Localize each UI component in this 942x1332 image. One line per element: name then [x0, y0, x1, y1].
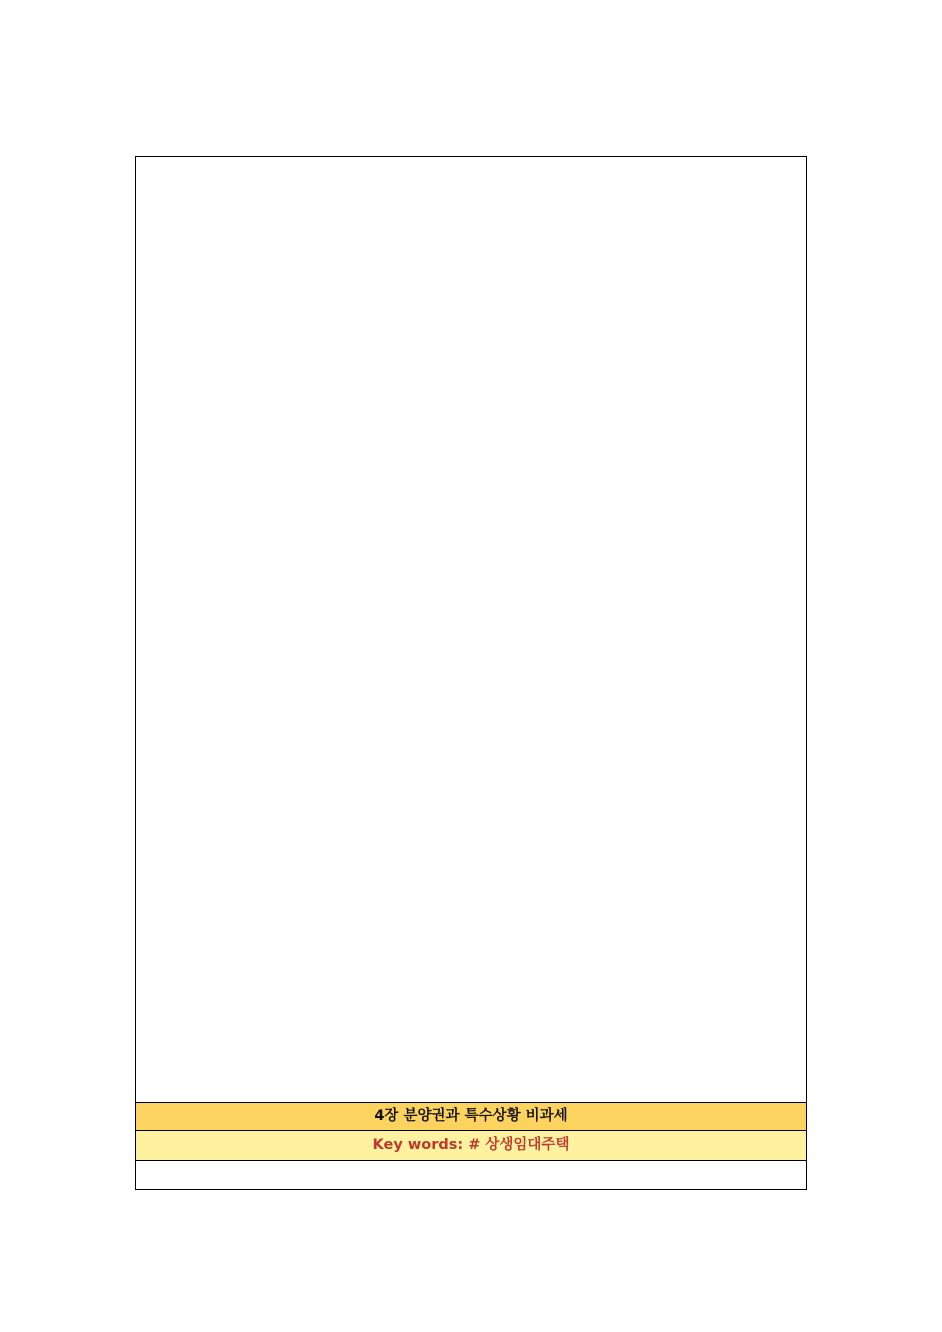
document-frame	[135, 156, 807, 1190]
document-body	[136, 157, 806, 1102]
keywords-band: Key words: # 상생임대주택	[136, 1131, 806, 1161]
chapter-band: 4장 분양권과 특수상황 비과세	[136, 1102, 806, 1131]
